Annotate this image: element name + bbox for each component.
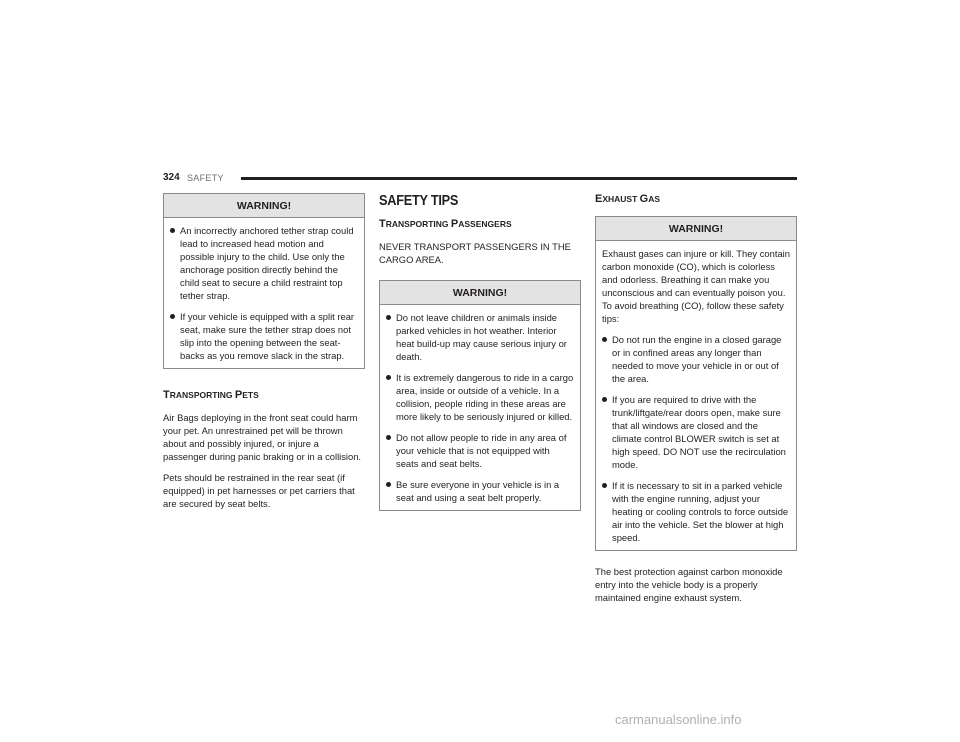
paragraph-airbags-pets: Air Bags deploying in the front seat could harm your pet. An unrestrained pet will be thrown about and possibly injured, or injure a passenger during panic braking or in a collision. [163,412,362,462]
heading-exhaust-gas: EXHAUST GAS [595,193,661,205]
warning-item: Do not run the engine in a closed garage or in confined areas any longer than needed to move your vehicle in or out of the area. [602,333,790,385]
bullet-icon [602,337,607,342]
warning-body [164,218,364,368]
watermark: carmanualsonline.info [615,712,742,727]
section-name: SAFETY [187,173,224,183]
bullet-icon [386,435,391,440]
warning-box-exhaust [595,216,797,551]
heading-transporting-pets: TRANSPORTING PETS [163,389,259,401]
bullet-icon [386,315,391,320]
header-rule [241,177,797,180]
paragraph-exhaust-protection: The best protection against carbon monoxide entry into the vehicle body is a properly maintained engine exhaust system. [595,566,783,603]
warning-body [380,305,580,510]
warning-list [170,224,358,362]
page-number: 324 [163,172,180,183]
column-left [163,193,365,518]
safety-tips-title: SAFETY TIPS [379,192,459,209]
warning-intro: Exhaust gases can injure or kill. They contain carbon monoxide (CO), which is colorless and odorless. Breathing it can make you unconscious and can eventually poison you. To avoid breathing (CO), follow these safety tips: [602,248,790,324]
page-header [163,172,797,184]
bullet-icon [602,483,607,488]
warning-title: WARNING! [380,281,580,305]
warning-body [596,241,796,550]
warning-item: Do not allow people to ride in any area of your vehicle that is not equipped with seats and seat belts. [386,431,574,470]
bullet-icon [170,228,175,233]
warning-item: It is extremely dangerous to ride in a cargo area, inside or outside of a vehicle. In a collision, people riding in these areas are more likely to be seriously injured or killed. [386,371,574,423]
paragraph-cargo-area: NEVER TRANSPORT PASSENGERS IN THE CARGO AREA. [379,241,571,265]
column-middle [379,193,581,511]
bullet-icon [170,314,175,319]
bullet-icon [602,397,607,402]
heading-transporting-passengers: TRANSPORTING PASSENGERS [379,218,512,230]
warning-item: An incorrectly anchored tether strap could lead to increased head motion and possible injury to the child. Use only the anchorage position directly behind the child seat to secure a child restraint top tether strap. [170,224,358,302]
warning-item: Be sure everyone in your vehicle is in a seat and using a seat belt properly. [386,478,574,504]
column-right [595,193,797,612]
bullet-icon [386,375,391,380]
warning-title: WARNING! [596,217,796,241]
warning-list [602,333,790,544]
warning-list [386,311,574,504]
warning-item: If your vehicle is equipped with a split rear seat, make sure the tether strap does not slip into the opening between the seat-backs as you remove slack in the strap. [170,310,358,362]
warning-item: If you are required to drive with the trunk/liftgate/rear doors open, make sure that all windows are closed and the climate control BLOWER switch is set at high speed. DO NOT use the recirculation mode. [602,393,790,471]
warning-box-passengers [379,280,581,511]
warning-item: Do not leave children or animals inside parked vehicles in hot weather. Interior heat build-up may cause serious injury or death. [386,311,574,363]
warning-item: If it is necessary to sit in a parked vehicle with the engine running, adjust your heating or cooling controls to force outside air into the vehicle. Set the blower at high speed. [602,479,790,544]
warning-box-tether [163,193,365,369]
paragraph-pet-restraint: Pets should be restrained in the rear seat (if equipped) in pet harnesses or pet carriers that are secured by seat belts. [163,472,355,509]
warning-title: WARNING! [164,194,364,218]
bullet-icon [386,482,391,487]
